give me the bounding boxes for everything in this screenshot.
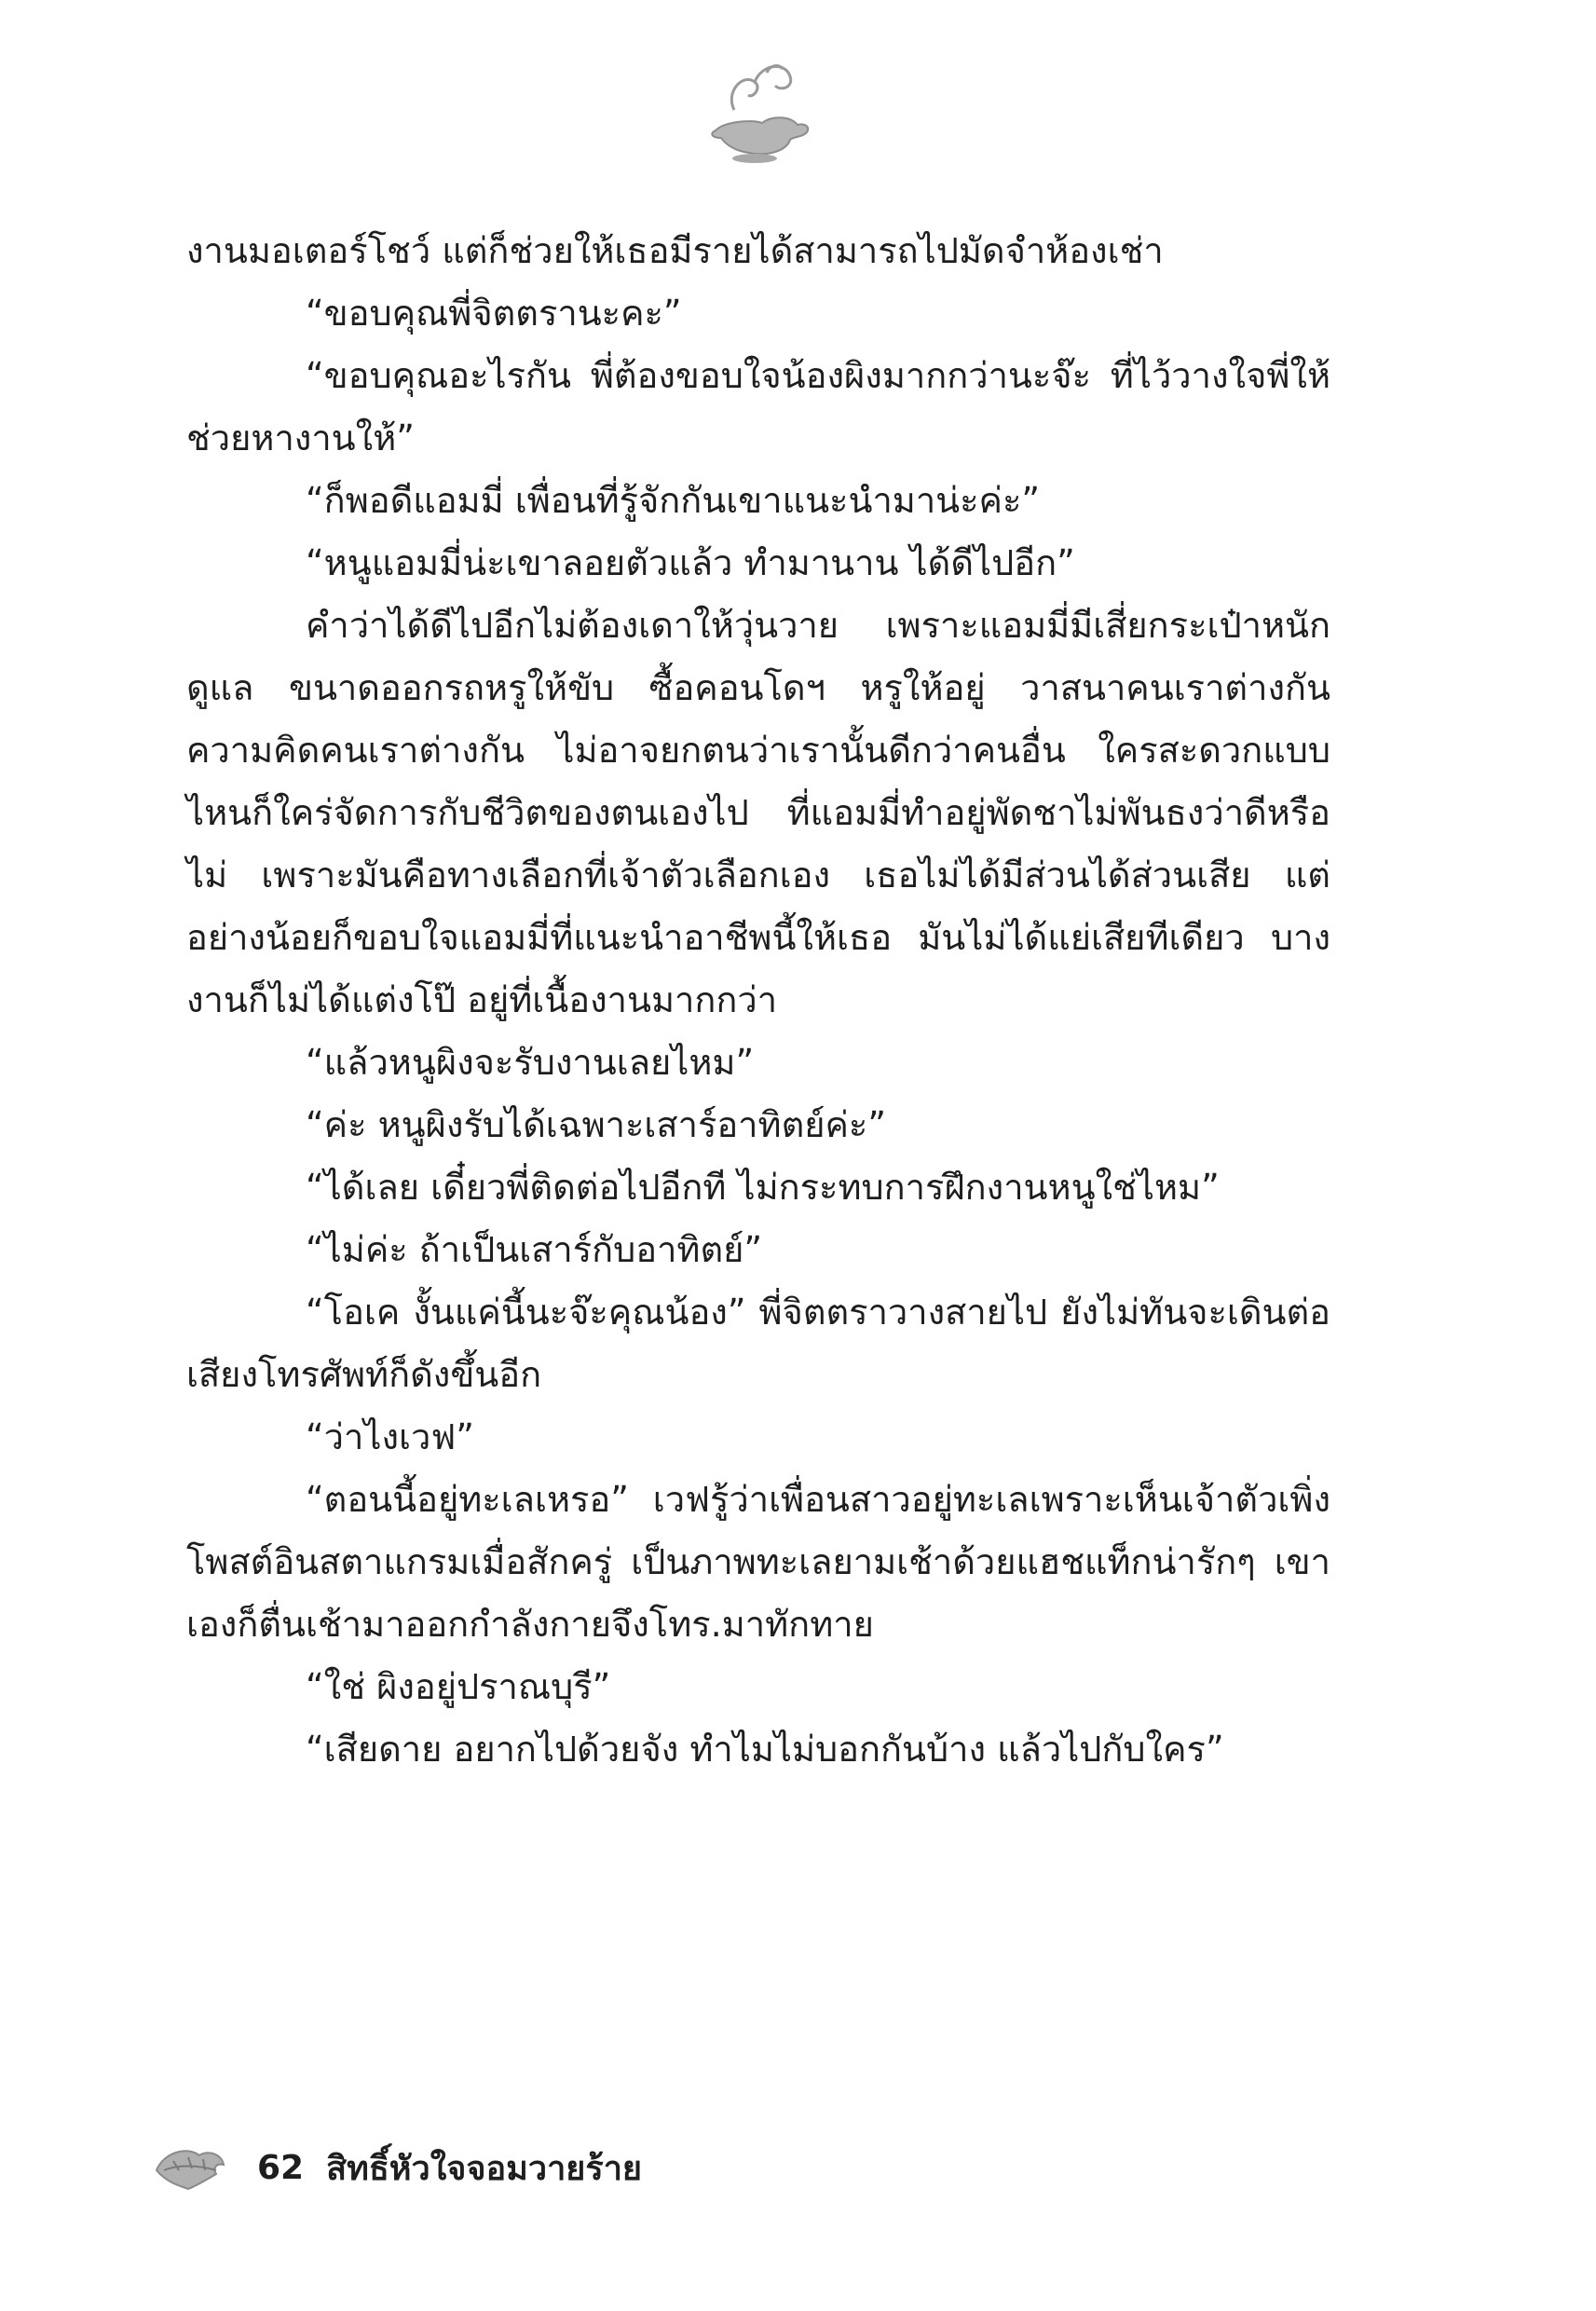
paragraph: “ไม่ค่ะ ถ้าเป็นเสาร์กับอาทิตย์” <box>306 1229 763 1270</box>
book-title: สิทธิ์หัวใจจอมวายร้าย <box>326 2149 643 2188</box>
leaf-ornament-icon <box>151 2142 227 2193</box>
paragraph: งานมอเตอร์โชว์ แต่ก็ช่วยให้เธอมีรายได้สามารถไปมัดจำห้องเช่า <box>186 230 1164 271</box>
paragraph: “ค่ะ หนูผิงรับได้เฉพาะเสาร์อาทิตย์ค่ะ” <box>306 1104 887 1145</box>
paragraph: “แล้วหนูผิงจะรับงานเลยไหม” <box>306 1042 755 1083</box>
paragraph: “ว่าไงเวฟ” <box>306 1416 474 1457</box>
paragraph: “ขอบคุณอะไรกัน พี่ต้องขอบใจน้องผิงมากกว่านะจ๊ะ ที่ไว้วางใจพี่ให้ช่วยหางานให้” <box>186 355 1330 458</box>
paragraph: “ขอบคุณพี่จิตตรานะคะ” <box>306 293 682 334</box>
footer <box>151 2140 642 2195</box>
paragraph: “เสียดาย อยากไปด้วยจัง ทำไมไม่บอกกันบ้าง แล้วไปกับใคร” <box>306 1729 1224 1770</box>
paragraph: คำว่าได้ดีไปอีกไม่ต้องเดาให้วุ่นวาย เพราะแอมมี่มีเสี่ยกระเป๋าหนักดูแล ขนาดออกรถหรูให้ขับ ซื้อคอนโดฯ หรูให้อยู่ วาสนาคนเราต่างกัน ความคิดคนเราต่างกัน ไม่อาจยกตนว่าเรานั้นดีกว่าคนอื่น ใครสะดวกแบบไหนก็ใคร่จัดการกับชีวิตของตนเองไป ที่แอมมี่ทำอยู่พัดชาไม่พันธงว่าดีหรือไม่ เพราะมันคือทางเลือกที่เจ้าตัวเลือกเอง เธอไม่ได้มีส่วนได้ส่วนเสีย แต่อย่างน้อยก็ขอบใจแอมมี่ที่แนะนำอาชีพนี้ให้เธอ มันไม่ได้แย่เสียทีเดียว บางงานก็ไม่ได้แต่งโป๊ อยู่ที่เนื้องานมากกว่า <box>186 605 1330 1020</box>
genie-lamp-icon <box>697 54 818 166</box>
paragraph: “โอเค งั้นแค่นี้นะจ๊ะคุณน้อง” พี่จิตตราวางสายไป ยังไม่ทันจะเดินต่อ เสียงโทรศัพท์ก็ดังขึ้นอีก <box>186 1292 1330 1395</box>
body-text <box>186 220 1330 1781</box>
paragraph: “หนูแอมมี่น่ะเขาลอยตัวแล้ว ทำมานาน ได้ดีไปอีก” <box>306 542 1075 583</box>
paragraph: “ได้เลย เดี๋ยวพี่ติดต่อไปอีกที ไม่กระทบการฝึกงานหนูใช่ไหม” <box>306 1167 1220 1208</box>
page-number: 62 <box>257 2148 305 2187</box>
paragraph: “ใช่ ผิงอยู่ปราณบุรี” <box>306 1666 611 1707</box>
paragraph: “ก็พอดีแอมมี่ เพื่อนที่รู้จักกันเขาแนะนำมาน่ะค่ะ” <box>306 480 1041 521</box>
paragraph: “ตอนนี้อยู่ทะเลเหรอ” เวฟรู้ว่าเพื่อนสาวอยู่ทะเลเพราะเห็นเจ้าตัวเพิ่งโพสต์อินสตาแกรมเมื่อสักครู่ เป็นภาพทะเลยามเช้าด้วยแฮชแท็กน่ารักๆ เขาเองก็ตื่นเช้ามาออกกำลังกายจึงโทร.มาทักทาย <box>186 1479 1330 1645</box>
